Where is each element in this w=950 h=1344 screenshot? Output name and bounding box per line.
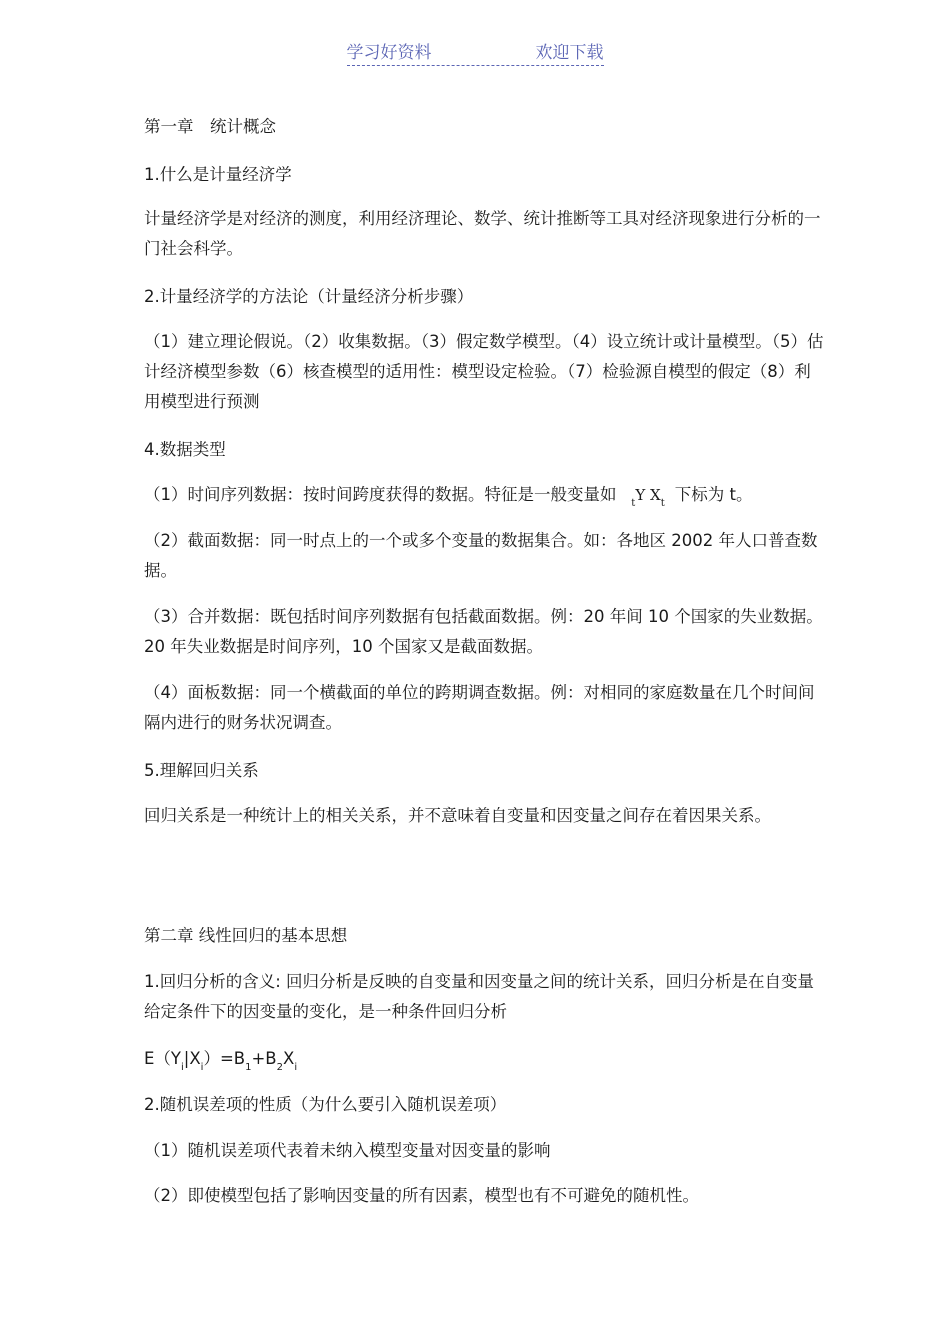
item1-variables: $_t$Y $X_t$ (631, 486, 665, 509)
page-header (0, 38, 950, 66)
header-left-text: 学习好资料 (346, 43, 432, 63)
ch1-q4-item4: （4）面板数据：同一个横截面的单位的跨期调查数据。例：对相同的家庭数量在几个时间间隔内进行的财务状况调查。 (144, 683, 815, 732)
ch1-q4-item1 (144, 480, 824, 513)
ch2-q2-item2: （2）即使模型包括了影响因变量的所有因素，模型也有不可避免的随机性。 (144, 1186, 699, 1205)
regression-formula: $E(Y_i|X_i)=B_1+B_2X_i$ (144, 1049, 298, 1073)
item1-prefix: （1）时间序列数据：按时间跨度获得的数据。特征是一般变量如 (144, 485, 617, 504)
ch2-q1-text: 1.回归分析的含义: 回归分析是反映的自变量和因变量之间的统计关系，回归分析是在自变量给定条件下的因变量的变化，是一种条件回归分析 (144, 972, 815, 1021)
chapter1-title: 第一章 统计概念 (144, 117, 276, 136)
header-right-text: 欢迎下载 (535, 43, 604, 63)
header-banner (347, 38, 604, 66)
ch1-q5-heading: 5.理解回归关系 (144, 761, 259, 780)
ch1-q4-item3: （3）合并数据：既包括时间序列数据有包括截面数据。例：20 年间 10 个国家的失业数据。20 年失业数据是时间序列，10 个国家又是截面数据。 (144, 607, 823, 656)
ch1-q2-heading: 2.计量经济学的方法论（计量经济分析步骤） (144, 287, 474, 306)
ch1-q4-heading: 4.数据类型 (144, 440, 226, 459)
ch2-q2-heading: 2.随机误差项的性质（为什么要引入随机误差项） (144, 1095, 507, 1114)
ch1-q2-answer: （1）建立理论假说。（2）收集数据。（3）假定数学模型。（4）设立统计或计量模型。（5）估计经济模型参数（6）核查模型的适用性：模型设定检验。（7）检验源自模型的假定（8）利用模型进行预测 (144, 332, 824, 411)
item1-suffix: 下标为 t。 (674, 485, 753, 504)
ch1-q4-item2: （2）截面数据：同一时点上的一个或多个变量的数据集合。如：各地区 2002 年人口普查数据。 (144, 531, 818, 580)
ch1-q1-heading: 1.什么是计量经济学 (144, 165, 292, 184)
ch2-q2-item1: （1）随机误差项代表着未纳入模型变量对因变量的影响 (144, 1141, 551, 1160)
ch1-q1-answer: 计量经济学是对经济的测度，利用经济理论、数学、统计推断等工具对经济现象进行分析的一门社会科学。 (144, 209, 821, 258)
chapter2-title: 第二章 线性回归的基本思想 (144, 926, 348, 945)
ch1-q5-answer: 回归关系是一种统计上的相关关系，并不意味着自变量和因变量之间存在着因果关系。 (144, 806, 771, 825)
